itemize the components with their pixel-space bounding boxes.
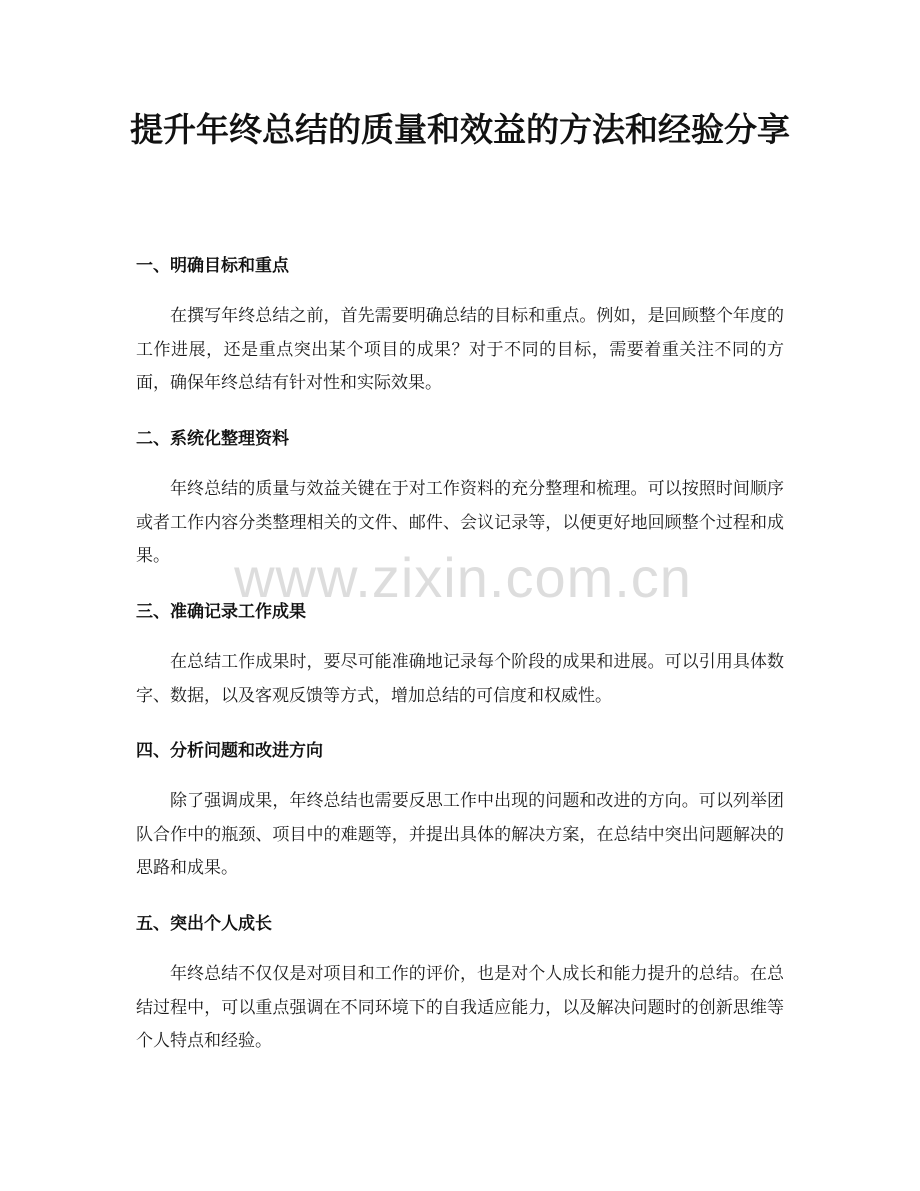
document-title: 提升年终总结的质量和效益的方法和经验分享 [130,110,790,149]
section-paragraph-2: 年终总结的质量与效益关键在于对工作资料的充分整理和梳理。可以按照时间顺序或者工作内容分类整理相关的文件、邮件、会议记录等，以便更好地回顾整个过程和成果。 [136,479,784,566]
section-paragraph-3: 在总结工作成果时，要尽可能准确地记录每个阶段的成果和进展。可以引用具体数字、数据，以及客观反馈等方式，增加总结的可信度和权威性。 [136,652,784,706]
section-heading-4: 四、分析问题和改进方向 [136,741,323,761]
section-heading-3: 三、准确记录工作成果 [136,602,306,622]
section-heading-2: 二、系统化整理资料 [136,429,289,449]
section-paragraph-1: 在撰写年终总结之前，首先需要明确总结的目标和重点。例如，是回顾整个年度的工作进展，还是重点突出某个项目的成果？对于不同的目标，需要着重关注不同的方面，确保年终总结有针对性和实际效果。 [136,306,784,393]
section-paragraph-5: 年终总结不仅仅是对项目和工作的评价，也是对个人成长和能力提升的总结。在总结过程中，可以重点强调在不同环境下的自我适应能力，以及解决问题时的创新思维等个人特点和经验。 [136,964,784,1051]
watermark-text: www.zixin.com.cn [234,546,692,609]
section-heading-5: 五、突出个人成长 [136,914,272,934]
section-heading-1: 一、明确目标和重点 [136,256,289,276]
section-paragraph-4: 除了强调成果，年终总结也需要反思工作中出现的问题和改进的方向。可以列举团队合作中的瓶颈、项目中的难题等，并提出具体的解决方案，在总结中突出问题解决的思路和成果。 [136,791,784,878]
